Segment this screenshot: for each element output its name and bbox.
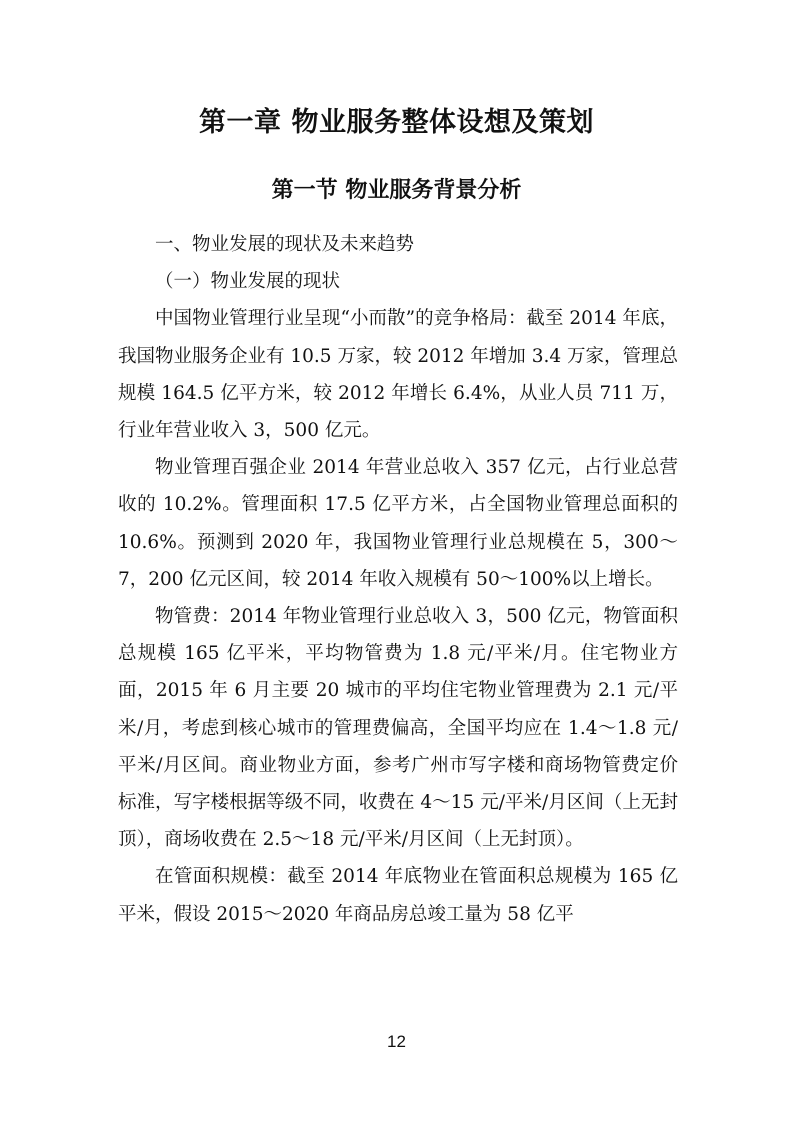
heading-level-1: 一、物业发展的现状及未来趋势: [155, 234, 415, 255]
paragraph-top100-enterprises: 物业管理百强企业 2014 年营业总收入 357 亿元，占行业总营收的 10.2%。管理面积 17.5 亿平方米，占全国物业管理总面积的 10.6%。预测到 2020 年，我国物业管理行业总规模在 5，300～7，200 亿元区间，较 2014 年收入规模有 50～100%以上增长。: [118, 457, 678, 590]
heading-level-2: （一）物业发展的现状: [155, 271, 341, 293]
paragraph-managed-area: 在管面积规模：截至 2014 年底物业在管面积总规模为 165 亿平米，假设 2015～2020 年商品房总竣工量为 58 亿平: [118, 866, 678, 925]
paragraph-competition-landscape: 中国物业管理行业呈现“小而散”的竞争格局：截至 2014 年底，我国物业服务企业有 10.5 万家，较 2012 年增加 3.4 万家，管理总规模 164.5 亿平方米，较 2012 年增长 6.4%，从业人员 711 万，行业年营业收入 3，500 亿元。: [118, 308, 678, 442]
body-text: [118, 226, 678, 933]
section-title: 第一节 物业服务背景分析: [271, 178, 522, 203]
paragraph-management-fee: 物管费：2014 年物业管理行业总收入 3，500 亿元，物管面积总规模 165 亿平米，平均物管费为 1.8 元/平米/月。住宅物业方面，2015 年 6 月主要 20 城市的平均住宅物业管理费为 2.1 元/平米/月，考虑到核心城市的管理费偏高，全国平均应在 1.4～1.8 元/平米/月区间。商业物业方面，参考广州市写字楼和商场物管费定价标准，写字楼根据等级不同，收费在 4～15 元/平米/月区间（上无封顶），商场收费在 2.5～18 元/平米/月区间（上无封顶）。: [118, 606, 678, 851]
page-number: 12: [387, 1032, 406, 1051]
chapter-title: 第一章 物业服务整体设想及策划: [199, 107, 594, 138]
